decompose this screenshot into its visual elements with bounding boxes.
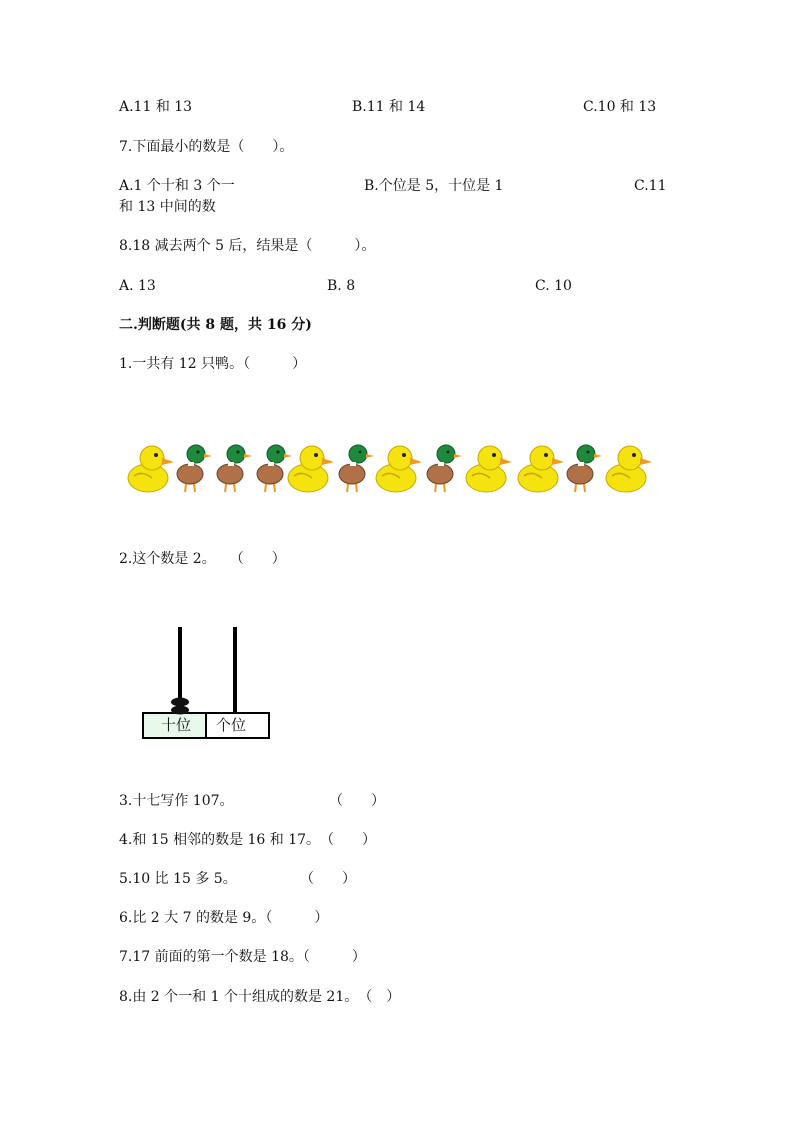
tf-question-3-paren[interactable]: （ ） [329, 793, 385, 809]
abacus-tens-label: 十位 [161, 716, 192, 734]
tf-question-2: 2.这个数是 2。 （ ） [119, 551, 286, 567]
tf-question-7: 7.17 前面的第一个数是 18。（ ） [119, 949, 366, 965]
tf-question-5: 5.10 比 15 多 5。 [119, 871, 237, 887]
yellow-duckling-icon [376, 446, 422, 492]
yellow-duckling-icon [466, 446, 512, 492]
yellow-duckling-icon [518, 446, 564, 492]
q8-option-c[interactable]: C. 10 [535, 278, 572, 294]
abacus-illustration [140, 624, 274, 742]
mallard-duck-icon [217, 445, 252, 492]
q6-option-b[interactable]: B.11 和 14 [352, 99, 426, 115]
tf-question-4: 4.和 15 相邻的数是 16 和 17。 （ ） [119, 832, 377, 848]
tf-question-3: 3.十七写作 107。 [119, 793, 234, 809]
q6-option-a[interactable]: A.11 和 13 [119, 99, 193, 115]
abacus-bead [171, 698, 189, 707]
tf-question-5-paren[interactable]: （ ） [300, 871, 356, 887]
section-title: 二.判断题(共 8 题，共 16 分) [119, 317, 312, 333]
q7-option-a[interactable]: A.1 个十和 3 个一 [119, 178, 235, 194]
q7-option-c[interactable]: C.11 [634, 178, 667, 194]
yellow-duckling-icon [606, 446, 652, 492]
abacus-ones-label: 个位 [216, 716, 247, 734]
abacus-tens-beads [171, 698, 189, 715]
q7-stem: 7.下面最小的数是（ ）。 [119, 139, 294, 155]
yellow-duckling-icon [128, 446, 174, 492]
q8-option-b[interactable]: B. 8 [327, 278, 356, 294]
mallard-duck-icon [177, 445, 212, 492]
q6-option-c[interactable]: C.10 和 13 [583, 99, 657, 115]
q7-option-b[interactable]: B.个位是 5，十位是 1 [364, 178, 504, 194]
mallard-duck-icon [567, 445, 602, 492]
mallard-duck-icon [257, 445, 292, 492]
q7-option-c-continuation: 和 13 中间的数 [119, 199, 216, 215]
q8-option-a[interactable]: A. 13 [119, 278, 156, 294]
tf-question-6: 6.比 2 大 7 的数是 9。（ ） [119, 910, 329, 926]
mallard-duck-icon [427, 445, 462, 492]
tf-question-1: 1.一共有 12 只鸭。（ ） [119, 356, 307, 372]
mallard-duck-icon [339, 445, 374, 492]
q8-stem: 8.18 减去两个 5 后，结果是（ ）。 [119, 238, 376, 254]
ducks-illustration [126, 440, 656, 496]
tf-question-8: 8.由 2 个一和 1 个十组成的数是 21。 （ ） [119, 989, 401, 1005]
yellow-duckling-icon [288, 446, 334, 492]
